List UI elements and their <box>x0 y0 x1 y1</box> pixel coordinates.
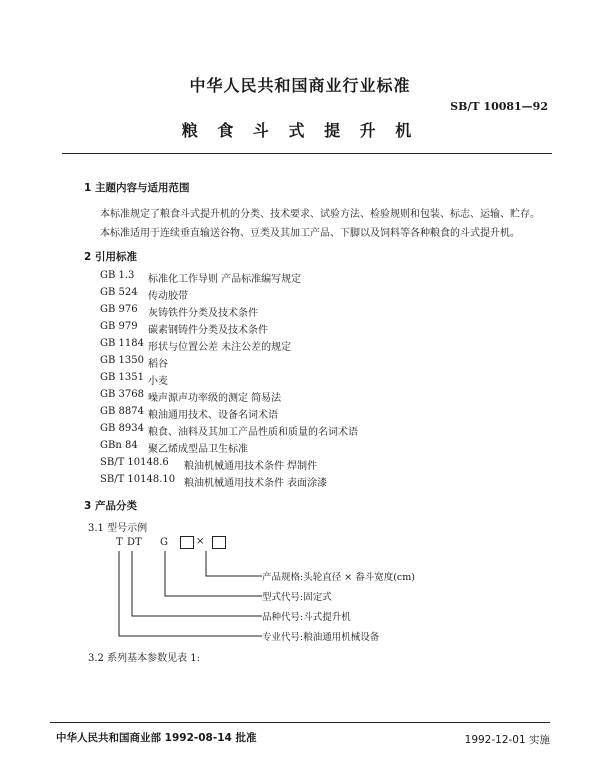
ref-code: GB 976 <box>100 304 138 315</box>
ref-title: 传动胶带 <box>148 291 188 302</box>
ref-code: GB 979 <box>100 321 138 332</box>
document-title: 粮 食 斗 式 提 升 机 <box>181 121 419 140</box>
ref-title: 标准化工作导则 产品标准编写规定 <box>148 274 302 285</box>
ref-code: GBn 84 <box>100 440 138 451</box>
ref-title: 聚乙烯成型品卫生标准 <box>148 444 248 455</box>
model-label-variety: 品种代号:斗式提升机 <box>262 612 351 623</box>
section-1-heading: 1 主题内容与适用范围 <box>84 182 190 194</box>
section-1-paragraph-1: 本标准规定了粮食斗式提升机的分类、技术要求、试验方法、检验规则和包装、标志、运输、贮存。 <box>100 209 540 220</box>
ref-code: GB 8874 <box>100 406 144 417</box>
ref-code: GB 1351 <box>100 372 144 383</box>
model-letter-dt: DT <box>127 537 142 548</box>
standard-code: SB/T 10081—92 <box>450 100 548 113</box>
ref-title: 粮油通用技术、设备名词术语 <box>148 410 278 421</box>
leader-line-variety <box>132 551 262 616</box>
ref-code: GB 524 <box>100 287 138 298</box>
ref-code: SB/T 10148.6 <box>100 457 169 468</box>
subsection-3-2-text: 3.2 系列基本参数见表 1: <box>88 653 200 664</box>
ref-code: GB 3768 <box>100 389 144 400</box>
section-3-heading: 3 产品分类 <box>84 500 137 512</box>
model-label-type: 型式代号:固定式 <box>262 592 332 603</box>
section-1-paragraph-2: 本标准适用于连续垂直输送谷物、豆类及其加工产品、下脚以及饲料等各种粮食的斗式提升机。 <box>100 228 520 239</box>
ref-title: 碳素钢铸件分类及技术条件 <box>148 325 268 336</box>
ref-title: 粮油机械通用技术条件 焊制件 <box>184 461 318 472</box>
model-letter-t: T <box>116 537 123 548</box>
model-times-sign: × <box>196 536 205 547</box>
leader-line-spec <box>206 551 262 576</box>
footer-divider <box>50 722 550 723</box>
issuing-body-title: 中华人民共和国商业行业标准 <box>189 76 411 95</box>
ref-code: GB 8934 <box>100 423 144 434</box>
approval-note: 中华人民共和国商业部 1992-08-14 批准 <box>56 732 257 744</box>
ref-title: 小麦 <box>148 376 168 387</box>
ref-code: GB 1350 <box>100 355 144 366</box>
ref-title: 灰铸铁件分类及技术条件 <box>148 308 258 319</box>
section-2-heading: 2 引用标准 <box>84 251 137 263</box>
ref-code: SB/T 10148.10 <box>100 474 176 485</box>
leader-line-specialty <box>119 551 262 636</box>
ref-code: GB 1.3 <box>100 270 135 281</box>
ref-title: 粮油机械通用技术条件 表面涂漆 <box>184 478 328 489</box>
model-label-specialty: 专业代号:粮油通用机械设备 <box>262 632 380 643</box>
implementation-date: 1992-12-01 实施 <box>464 734 550 746</box>
ref-code: GB 1184 <box>100 338 144 349</box>
ref-title: 形状与位置公差 未注公差的规定 <box>148 342 292 353</box>
model-label-spec: 产品规格:头轮直径 × 畚斗宽度(cm) <box>262 572 415 583</box>
ref-title: 噪声源声功率级的测定 简易法 <box>148 393 282 404</box>
subsection-3-1-heading: 3.1 型号示例 <box>88 523 148 534</box>
leader-line-type <box>165 551 262 596</box>
model-letter-g: G <box>160 537 168 548</box>
ref-title: 粮食、油料及其加工产品性质和质量的名词术语 <box>148 427 358 438</box>
ref-title: 稻谷 <box>148 359 168 370</box>
